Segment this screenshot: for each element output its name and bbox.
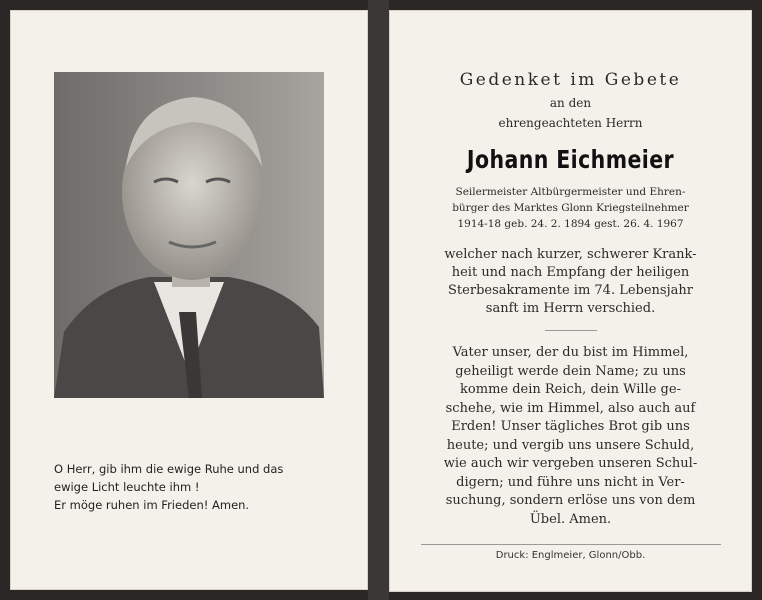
right-card xyxy=(389,10,752,592)
bio-line: Seilermeister Altbürgermeister und Ehren- xyxy=(455,186,686,198)
death-line: Sterbesakramente im 74. Lebensjahr xyxy=(448,283,693,298)
prayer-line: digern; und führe uns nicht in Ver- xyxy=(456,474,685,490)
short-divider xyxy=(545,330,597,331)
prayer-line: heute; und vergib uns unsere Schuld, xyxy=(446,437,695,453)
death-line: welcher nach kurzer, schwerer Krank- xyxy=(444,247,697,262)
portrait-image xyxy=(54,72,324,398)
death-notice xyxy=(389,246,752,318)
left-prayer xyxy=(54,460,354,514)
memorial-heading: Gedenket im Gebete xyxy=(459,70,682,90)
printer-credit: Druck: Englmeier, Glonn/Obb. xyxy=(495,550,646,561)
portrait-photo xyxy=(54,72,324,398)
prayer-line: suchung, sondern erlöse uns von dem xyxy=(445,493,696,508)
death-line: sanft im Herrn verschied. xyxy=(485,301,656,316)
biography xyxy=(389,184,752,232)
prayer-line: komme dein Reich, dein Wille ge- xyxy=(460,382,681,397)
left-card xyxy=(10,10,368,590)
left-prayer-line: Er möge ruhen im Frieden! Amen. xyxy=(54,498,250,512)
death-line: heit und nach Empfang der heiligen xyxy=(451,265,690,280)
deceased-name: Johann Eichmeier xyxy=(466,145,675,174)
prayer-line: Erden! Unser tägliches Brot gib uns xyxy=(451,419,690,434)
lords-prayer xyxy=(389,344,752,529)
card-fold-edge xyxy=(368,0,389,600)
prayer-line: schehe, wie im Himmel, also auch auf xyxy=(445,400,696,416)
footer-divider xyxy=(421,544,721,545)
bio-line: 1914-18 geb. 24. 2. 1894 gest. 26. 4. 1967 xyxy=(457,218,684,230)
left-prayer-line: O Herr, gib ihm die ewige Ruhe und das xyxy=(54,462,284,476)
prayer-line: geheiligt werde dein Name; zu uns xyxy=(455,363,686,379)
left-prayer-line: ewige Licht leuchte ihm ! xyxy=(54,480,200,494)
an-den-text: an den xyxy=(549,96,592,110)
honorific-text: ehrengeachteten Herrn xyxy=(498,116,643,130)
prayer-line: wie auch wir vergeben unseren Schul- xyxy=(443,456,698,471)
prayer-line: Übel. Amen. xyxy=(529,511,612,527)
prayer-line: Vater unser, der du bist im Himmel, xyxy=(452,345,689,360)
bio-line: bürger des Marktes Glonn Kriegsteilnehmer xyxy=(452,202,689,214)
